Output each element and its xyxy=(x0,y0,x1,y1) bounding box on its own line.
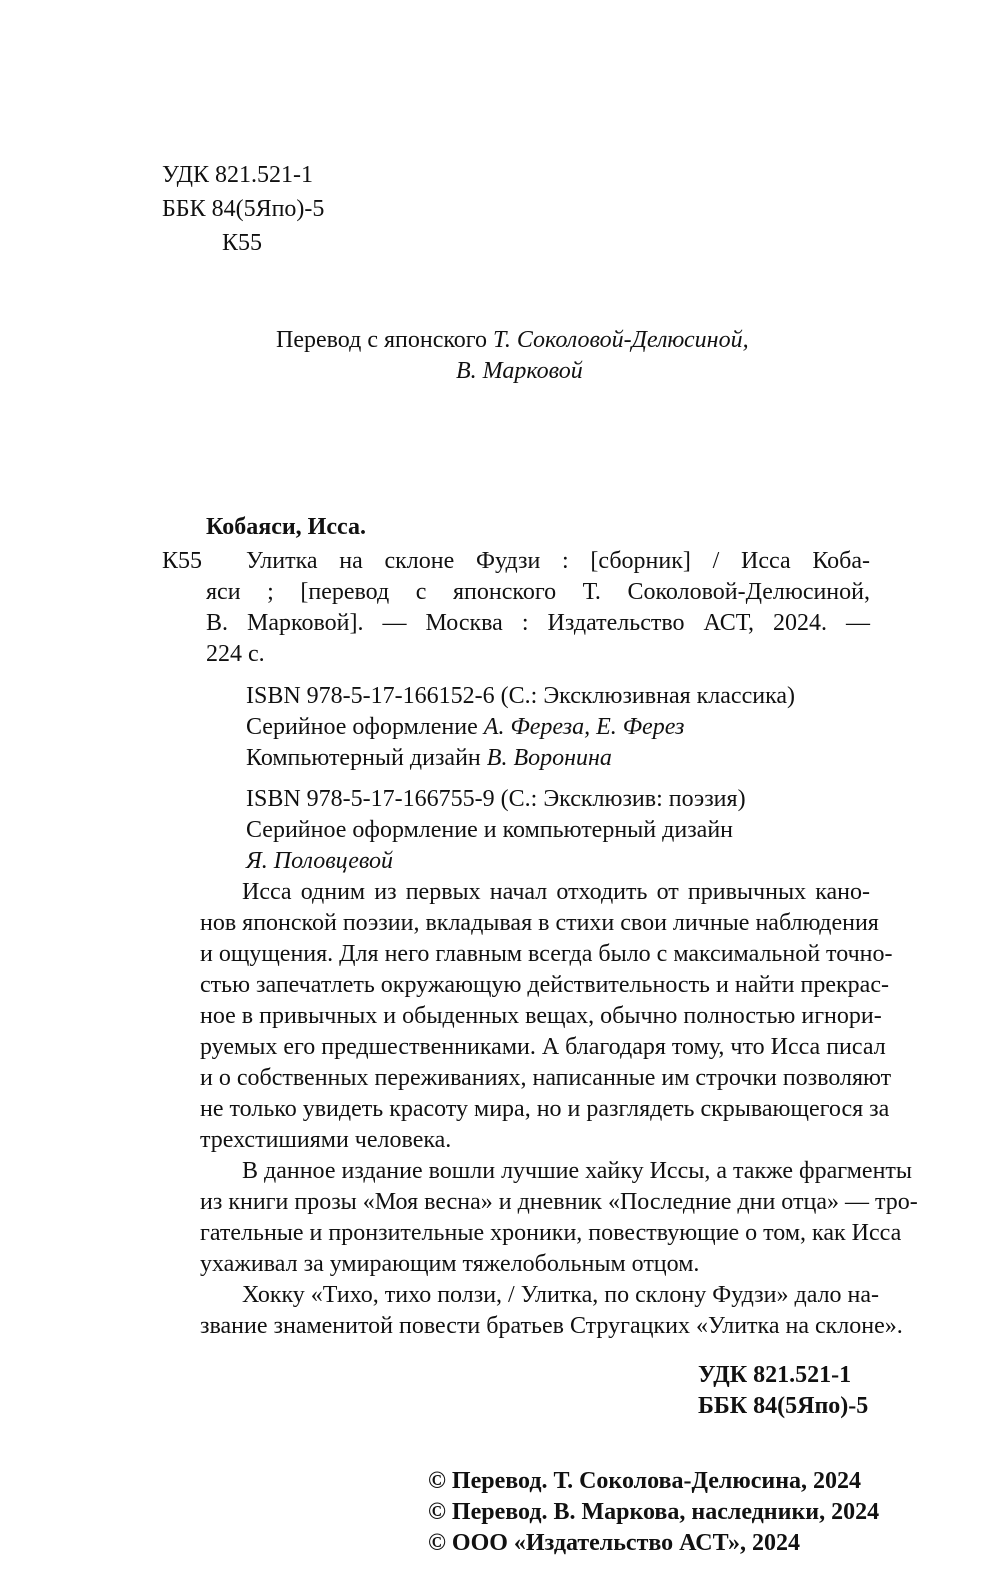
udk-code-top: УДК 821.521-1 xyxy=(162,162,313,188)
copyright-line: © Перевод. В. Маркова, наследники, 2024 xyxy=(428,1499,880,1525)
annotation-line: ухаживал за умирающим тяжелобольным отцом. xyxy=(200,1251,700,1277)
computer-design-credit xyxy=(246,743,612,774)
annotation-line: трехстишиями человека. xyxy=(200,1127,452,1153)
annotation-line: и о собственных переживаниях, написанные им строчки позволяют xyxy=(200,1065,892,1091)
translator-names-2: В. Марковой xyxy=(456,358,583,384)
translation-prefix: Перевод с японского xyxy=(276,327,494,353)
catalog-description-line: 224 с. xyxy=(206,641,265,667)
annotation-line: не только увидеть красоту мира, но и разглядеть скрывающегося за xyxy=(200,1096,890,1122)
isbn-1: ISBN 978-5-17-166152-6 (С.: Эксклюзивная классика) xyxy=(246,683,796,709)
series-designers: А. Фереза, Е. Ферез xyxy=(483,714,685,740)
translator-names-1: Т. Соколовой-Делюсиной, xyxy=(493,327,749,353)
copyright-line: © Перевод. Т. Соколова-Делюсина, 2024 xyxy=(428,1468,862,1494)
series-computer-design-label: Серийное оформление и компьютерный дизайн xyxy=(246,817,734,843)
annotation-line: нов японской поэзии, вкладывая в стихи свои личные наблюдения xyxy=(200,910,879,936)
annotation-line: В данное издание вошли лучшие хайку Иссы, а также фрагменты xyxy=(242,1158,913,1184)
series-design-credit xyxy=(246,712,684,743)
annotation-line: руемых его предшественниками. А благодаря тому, что Исса писал xyxy=(200,1034,886,1060)
catalog-author: Кобаяси, Исса. xyxy=(206,514,366,540)
translation-credit xyxy=(276,325,749,356)
bbk-code-bottom: ББК 84(5Япо)-5 xyxy=(698,1393,869,1419)
catalog-description-line: яси ; [перевод с японского Т. Соколовой-Делюсиной, xyxy=(206,579,870,605)
computer-designer: В. Воронина xyxy=(486,745,612,771)
series-design-label: Серийное оформление xyxy=(246,714,484,740)
catalog-description-line: Улитка на склоне Фудзи : [сборник] / Исса Коба- xyxy=(246,548,870,574)
annotation-line: и ощущения. Для него главным всегда было с максимальной точно- xyxy=(200,941,893,967)
annotation-line: из книги прозы «Моя весна» и дневник «Последние дни отца» — тро- xyxy=(200,1189,918,1215)
annotation-line: Хокку «Тихо, тихо ползи, / Улитка, по склону Фудзи» дало на- xyxy=(242,1282,880,1308)
annotation-line: Исса одним из первых начал отходить от привычных кано- xyxy=(242,879,870,905)
catalog-author-sign: К55 xyxy=(162,548,203,574)
isbn-2: ISBN 978-5-17-166755-9 (С.: Эксклюзив: поэзия) xyxy=(246,786,746,812)
annotation-line: гательные и пронзительные хроники, повествующие о том, как Исса xyxy=(200,1220,902,1246)
udk-code-bottom: УДК 821.521-1 xyxy=(698,1362,852,1388)
computer-design-label: Компьютерный дизайн xyxy=(246,745,487,771)
copyright-line: © ООО «Издательство АСТ», 2024 xyxy=(428,1530,801,1556)
annotation-line: стью запечатлеть окружающую действительность и найти прекрас- xyxy=(200,972,889,998)
author-sign-top: К55 xyxy=(222,230,263,256)
series-computer-designer: Я. Половцевой xyxy=(246,848,394,874)
catalog-description-line: В. Марковой]. — Москва : Издательство АСТ, 2024. — xyxy=(206,610,870,636)
bbk-code-top: ББК 84(5Япо)-5 xyxy=(162,196,325,222)
annotation-line: звание знаменитой повести братьев Стругацких «Улитка на склоне». xyxy=(200,1313,903,1339)
annotation-line: ное в привычных и обыденных вещах, обычно полностью игнори- xyxy=(200,1003,882,1029)
